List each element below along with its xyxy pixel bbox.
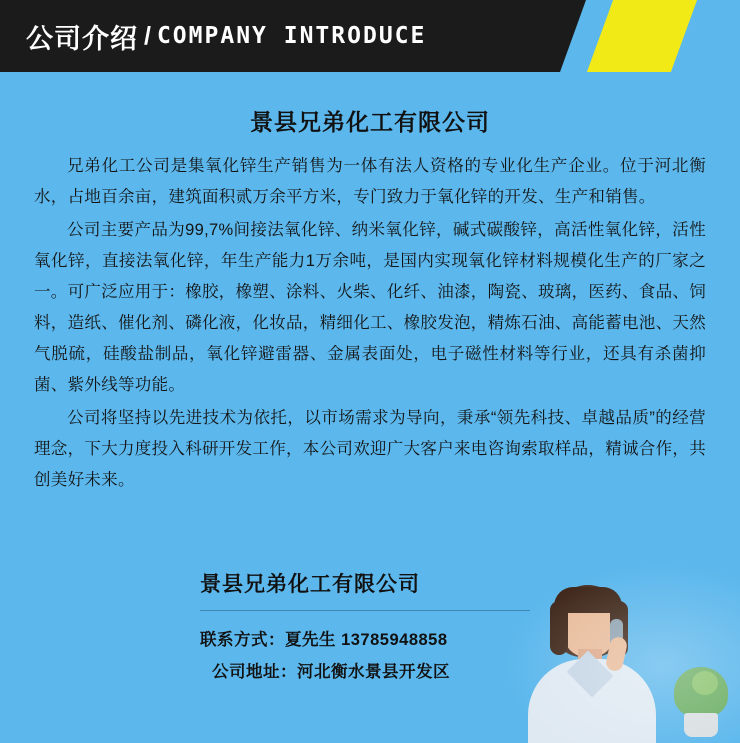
paragraph-1: 兄弟化工公司是集氧化锌生产销售为一体有法人资格的专业化生产企业。位于河北衡水，占地百余亩，建筑面积贰万余平方米，专门致力于氧化锌的开发、生产和销售。 [34, 157, 706, 206]
potted-plant-image [670, 663, 732, 737]
header-yellow-accent [587, 0, 697, 72]
section-footer [0, 548, 740, 743]
paragraph-2: 公司主要产品为99,7%间接法氧化锌、纳米氧化锌，碱式碳酸锌，高活性氧化锌，活性氧化锌，直接法氧化锌，年生产能力1万余吨，是国内实现氧化锌材料规模化生产的厂家之一。可广泛应用于：橡胶，橡塑、涂料、火柴、化纤、油漆，陶瓷、玻璃，医药、食品、饲料，造纸、催化剂、磷化液，化妆品，精细化工、橡胶发泡，精炼石油、高能蓄电池、天然气脱硫，硅酸盐制品，氧化锌避雷器、金属表面处，电子磁性材料等行业，还具有杀菌抑菌、紫外线等功能。 [34, 221, 706, 394]
section-content [0, 72, 740, 496]
page-title: 景县兄弟化工有限公司 [250, 109, 490, 135]
footer-address: 公司地址：河北衡水景县开发区 [212, 663, 450, 681]
plant-pot [684, 713, 718, 737]
decorative-photo [480, 548, 740, 743]
header-title-cn: 公司介绍 [26, 23, 138, 54]
paragraph-3: 公司将坚持以先进技术为依托，以市场需求为导向，秉承“领先科技、卓越品质”的经营理念，下大力度投入科研开发工作，本公司欢迎广大客户来电咨询索取样品，精诚合作，共创美好未来。 [34, 409, 706, 489]
header-title-en: COMPANY INTRODUCE [156, 23, 427, 49]
customer-service-person-image [522, 585, 662, 743]
plant-leaf-top [692, 671, 718, 695]
footer-contact: 联系方式：夏先生 13785948858 [200, 631, 448, 649]
section-header [0, 0, 740, 72]
header-separator: / [144, 21, 151, 50]
person-hair-left [550, 601, 568, 655]
footer-company-name: 景县兄弟化工有限公司 [200, 573, 420, 596]
header-title-group [26, 0, 426, 72]
